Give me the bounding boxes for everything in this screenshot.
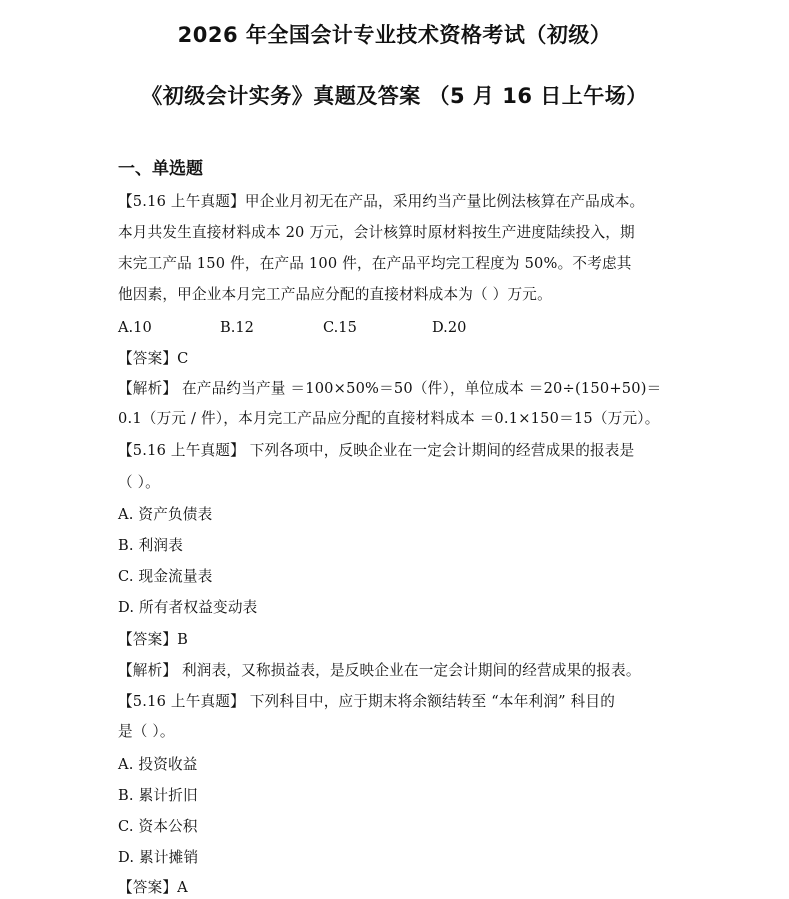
question-3-option-c: C. 资本公积 (118, 818, 198, 835)
question-1-analysis-line: 0.1（万元 / 件），本月完工产品应分配的直接材料成本 ＝0.1×150＝15（万元）。 (118, 410, 660, 427)
question-2-text-line: （ ）。 (118, 474, 160, 491)
question-3-option-d: D. 累计摊销 (118, 849, 199, 866)
question-3-option-a: A. 投资收益 (118, 756, 198, 773)
section-heading: 一、单选题 (118, 159, 203, 179)
question-2-option-d: D. 所有者权益变动表 (118, 599, 258, 616)
question-1-text-line: 【5.16 上午真题】甲企业月初无在产品，采用约当产量比例法核算在产品成本。 (118, 193, 645, 210)
question-2-answer: 【答案】B (118, 631, 189, 648)
question-2-analysis: 【解析】 利润表，又称损益表，是反映企业在一定会计期间的经营成果的报表。 (118, 662, 641, 679)
question-1-option-c: C.15 (323, 319, 357, 336)
question-1-text-line: 末完工产品 150 件，在产品 100 件，在产品平均完工程度为 50%。不考虑其 (118, 255, 632, 272)
question-1-option-a: A.10 (118, 319, 152, 336)
question-1-analysis-line: 【解析】 在产品约当产量 ＝100×50%＝50（件），单位成本 ＝20÷(150+50)＝ (118, 380, 662, 397)
question-2-text-line: 【5.16 上午真题】 下列各项中，反映企业在一定会计期间的经营成果的报表是 (118, 442, 635, 459)
question-3-text-line: 是（ ）。 (118, 723, 175, 740)
question-1-option-d: D.20 (432, 319, 467, 336)
question-3-option-b: B. 累计折旧 (118, 787, 198, 804)
question-3-text-line: 【5.16 上午真题】 下列科目中，应于期末将余额结转至 “本年利润” 科目的 (118, 693, 615, 710)
question-1-option-b: B.12 (220, 319, 254, 336)
document-subtitle: 《初级会计实务》真题及答案 （5 月 16 日上午场） (141, 84, 648, 108)
question-1-text-line: 他因素，甲企业本月完工产品应分配的直接材料成本为（ ）万元。 (118, 286, 552, 303)
question-1-text-line: 本月共发生直接材料成本 20 万元，会计核算时原材料按生产进度陆续投入，期 (118, 224, 635, 241)
question-2-option-c: C. 现金流量表 (118, 568, 213, 585)
question-2-option-b: B. 利润表 (118, 537, 183, 554)
question-1-answer: 【答案】C (118, 350, 189, 367)
question-2-option-a: A. 资产负债表 (118, 506, 213, 523)
document-title: 2026 年全国会计专业技术资格考试（初级） (177, 23, 612, 47)
question-3-answer: 【答案】A (118, 879, 188, 896)
